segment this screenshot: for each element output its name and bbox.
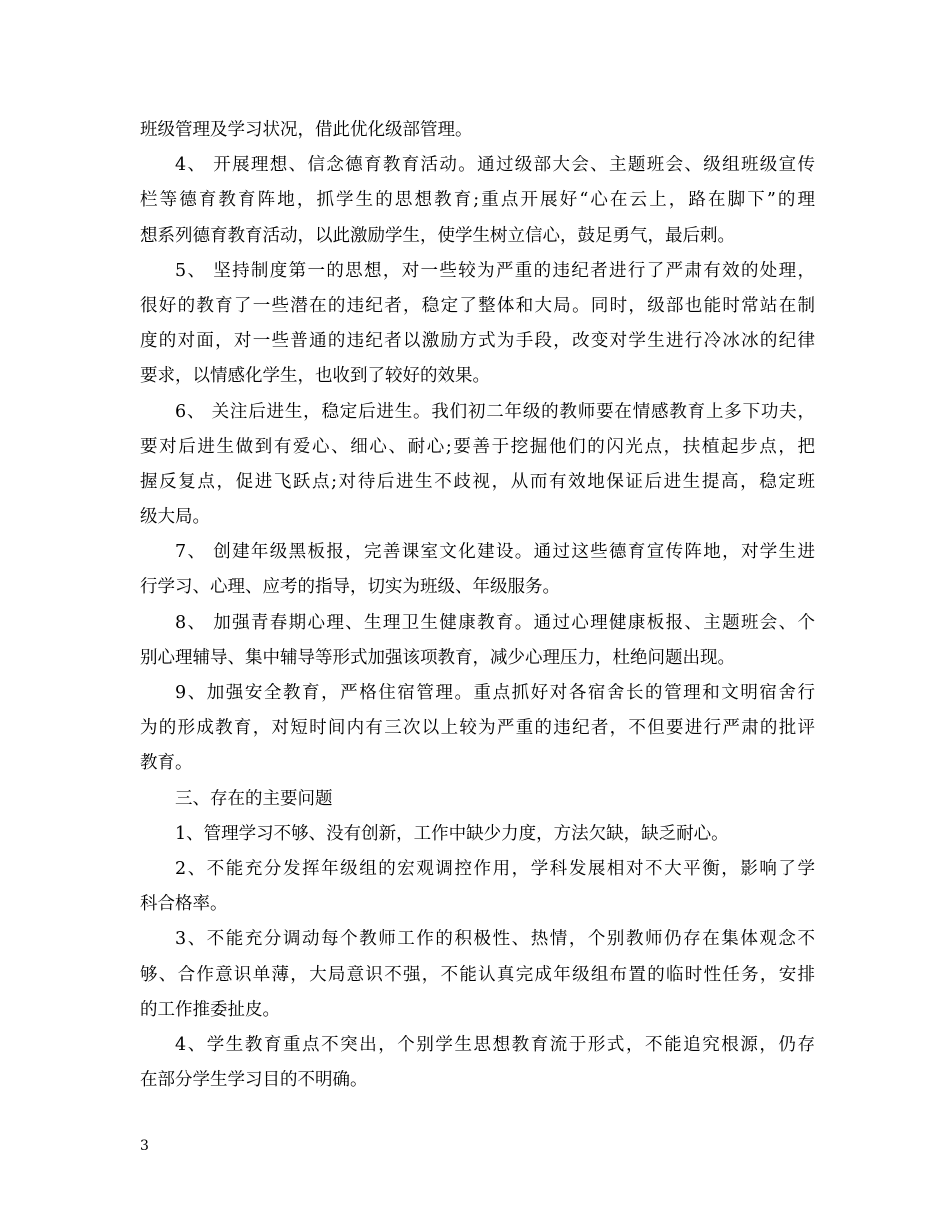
text-line: 4、学生教育重点不突出，个别学生思想教育流于形式，不能追究根源，仍存 <box>175 1034 815 1055</box>
text-line: 8、 加强青春期心理、生理卫生健康教育。通过心理健康板报、主题班会、个 <box>175 612 815 633</box>
text-line: 很好的教育了一些潜在的违纪者，稳定了整体和大局。同时，级部也能时常站在制 <box>140 295 815 316</box>
text-line: 的工作推委扯皮。 <box>140 999 280 1020</box>
text-line: 3、不能充分调动每个教师工作的积极性、热情，个别教师仍存在集体观念不 <box>175 929 815 950</box>
text-line: 7、 创建年级黑板报，完善课室文化建设。通过这些德育宣传阵地，对学生进 <box>175 542 815 563</box>
text-line: 行学习、心理、应考的指导，切实为班级、年级服务。 <box>140 577 560 598</box>
text-line: 2、不能充分发挥年级组的宏观调控作用，学科发展相对不大平衡，影响了学 <box>175 858 815 879</box>
text-line: 6、 关注后进生，稳定后进生。我们初二年级的教师要在情感教育上多下功夫， <box>175 401 815 422</box>
text-line: 9、加强安全教育，严格住宿管理。重点抓好对各宿舍长的管理和文明宿舍行 <box>175 683 815 703</box>
text-line: 握反复点，促进飞跃点;对待后进生不歧视，从而有效地保证后进生提高，稳定班 <box>140 471 815 492</box>
text-line: 要求，以情感化学生，也收到了较好的效果。 <box>140 366 490 387</box>
text-line: 教育。 <box>140 753 193 774</box>
text-line: 科合格率。 <box>140 894 228 915</box>
page-number: 3 <box>140 1138 149 1154</box>
document-body <box>140 113 815 1098</box>
text-line: 栏等德育教育阵地，抓学生的思想教育;重点开展好“心在云上，路在脚下”的理 <box>140 190 815 211</box>
text-line: 1、管理学习不够、没有创新，工作中缺少力度，方法欠缺，缺乏耐心。 <box>175 823 729 844</box>
text-line: 班级管理及学习状况，借此优化级部管理。 <box>140 120 473 140</box>
text-line: 想系列德育教育活动，以此激励学生，使学生树立信心，鼓足勇气，最后刺。 <box>140 225 735 246</box>
text-line: 在部分学生学习目的不明确。 <box>140 1070 368 1091</box>
text-line: 别心理辅导、集中辅导等形式加强该项教育，减少心理压力，杜绝问题出现。 <box>140 647 735 668</box>
text-line: 5、 坚持制度第一的思想，对一些较为严重的违纪者进行了严肃有效的处理， <box>175 260 815 281</box>
text-line: 级大局。 <box>140 507 210 528</box>
text-line: 三、存在的主要问题 <box>175 788 333 809</box>
text-line: 4、 开展理想、信念德育教育活动。通过级部大会、主题班会、级组班级宣传 <box>175 155 815 176</box>
text-line: 够、合作意识单薄，大局意识不强，不能认真完成年级组布置的临时性任务，安排 <box>140 964 815 985</box>
text-line: 度的对面，对一些普通的违纪者以激励方式为手段，改变对学生进行冷冰冰的纪律 <box>140 331 815 352</box>
text-line: 要对后进生做到有爱心、细心、耐心;要善于挖掘他们的闪光点，扶植起步点，把 <box>140 436 815 457</box>
text-line: 为的形成教育，对短时间内有三次以上较为严重的违纪者，不但要进行严肃的批评 <box>140 718 815 739</box>
